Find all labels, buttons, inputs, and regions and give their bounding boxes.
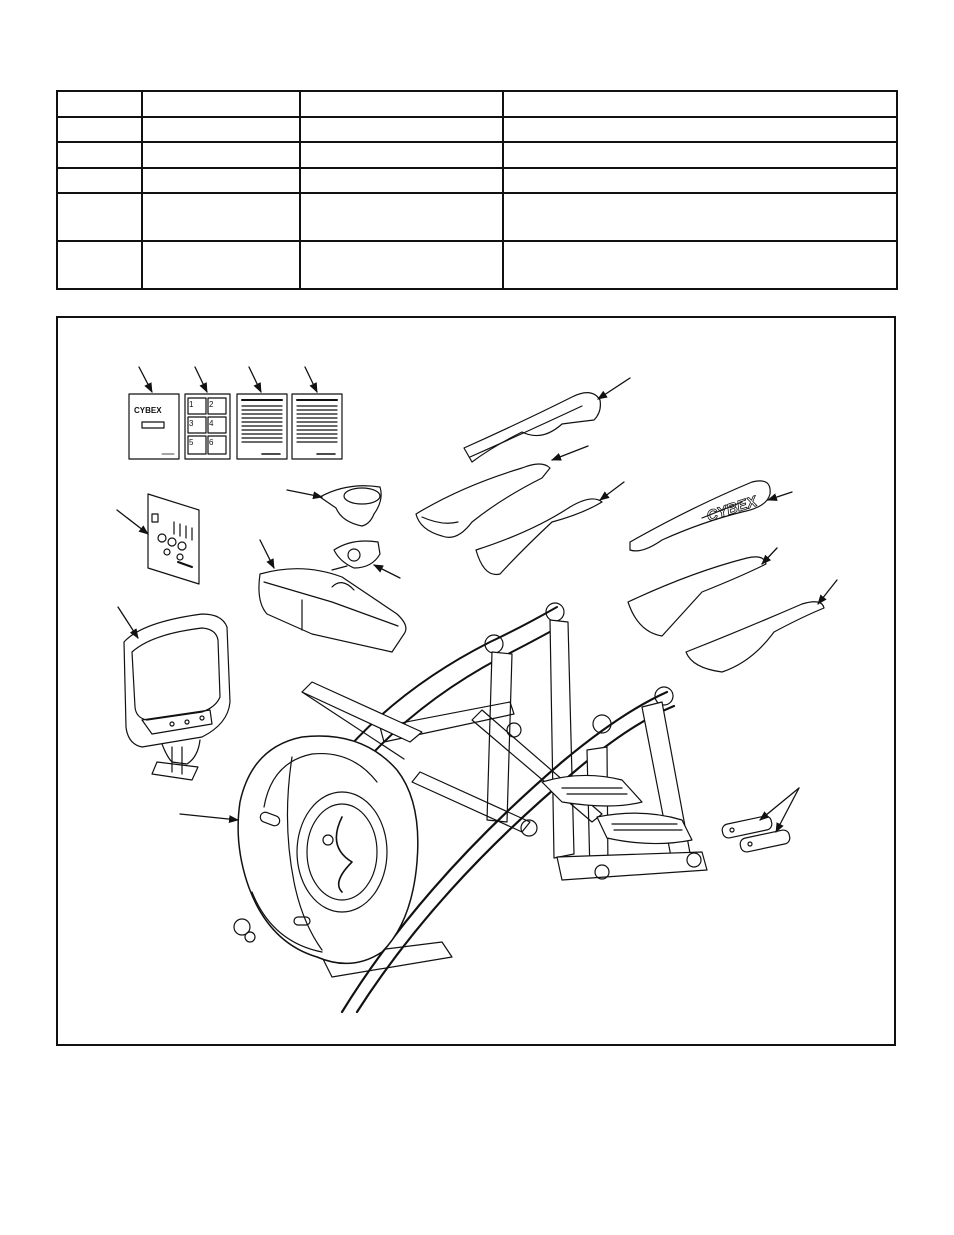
table-row (57, 241, 897, 289)
arm-cover-brand-label: CYBEX (704, 492, 760, 526)
foot-pad-caps (721, 815, 791, 853)
instruction-sheet-doc (237, 394, 287, 459)
table-row (57, 142, 897, 168)
poster-number: 2 (209, 400, 214, 409)
table-row (57, 168, 897, 194)
table-cell (57, 193, 142, 241)
poster-number: 3 (189, 419, 194, 428)
table-cell (503, 142, 897, 168)
table-cell (300, 241, 503, 289)
center-hub-cover (332, 541, 380, 570)
table-cell (57, 91, 142, 117)
table-row (57, 91, 897, 117)
table-cell (57, 241, 142, 289)
table-cell (503, 241, 897, 289)
table-cell (142, 168, 300, 194)
poster-number: 5 (189, 438, 194, 447)
table-cell (503, 117, 897, 143)
table-cell (300, 91, 503, 117)
owners-manual-doc (129, 394, 179, 459)
table-cell (503, 193, 897, 241)
table-cell (142, 193, 300, 241)
exploded-view-figure (56, 316, 896, 1046)
table-cell (300, 193, 503, 241)
lower-arm-cover-left (476, 499, 602, 575)
lower-arm-cover-right (686, 602, 824, 672)
parts-table (56, 90, 898, 290)
manual-brand-label: CYBEX (134, 406, 162, 415)
table-cell (142, 91, 300, 117)
table-cell (57, 168, 142, 194)
cup-holder-cover (320, 486, 381, 526)
table-cell (142, 142, 300, 168)
table-cell (57, 142, 142, 168)
table-row (57, 193, 897, 241)
upper-arm-cover-right (630, 481, 770, 551)
table-cell (142, 241, 300, 289)
flywheel-shroud (234, 736, 418, 963)
exploded-view-drawing (58, 318, 894, 1044)
mid-arm-cover-right (628, 557, 766, 636)
table-cell (300, 168, 503, 194)
front-shroud (259, 569, 406, 652)
table-cell (503, 168, 897, 194)
warranty-sheet-doc (292, 394, 342, 459)
poster-number: 1 (189, 400, 194, 409)
poster-number: 4 (209, 419, 214, 428)
table-row (57, 117, 897, 143)
console-assembly (124, 614, 230, 780)
mid-arm-cover-left (416, 464, 550, 537)
table-cell (57, 117, 142, 143)
table-cell (300, 117, 503, 143)
table-cell (300, 142, 503, 168)
table-cell (142, 117, 300, 143)
poster-number: 6 (209, 438, 214, 447)
hardware-kit-card (148, 494, 199, 584)
table-cell (503, 91, 897, 117)
upper-arm-cover-left (464, 393, 600, 462)
